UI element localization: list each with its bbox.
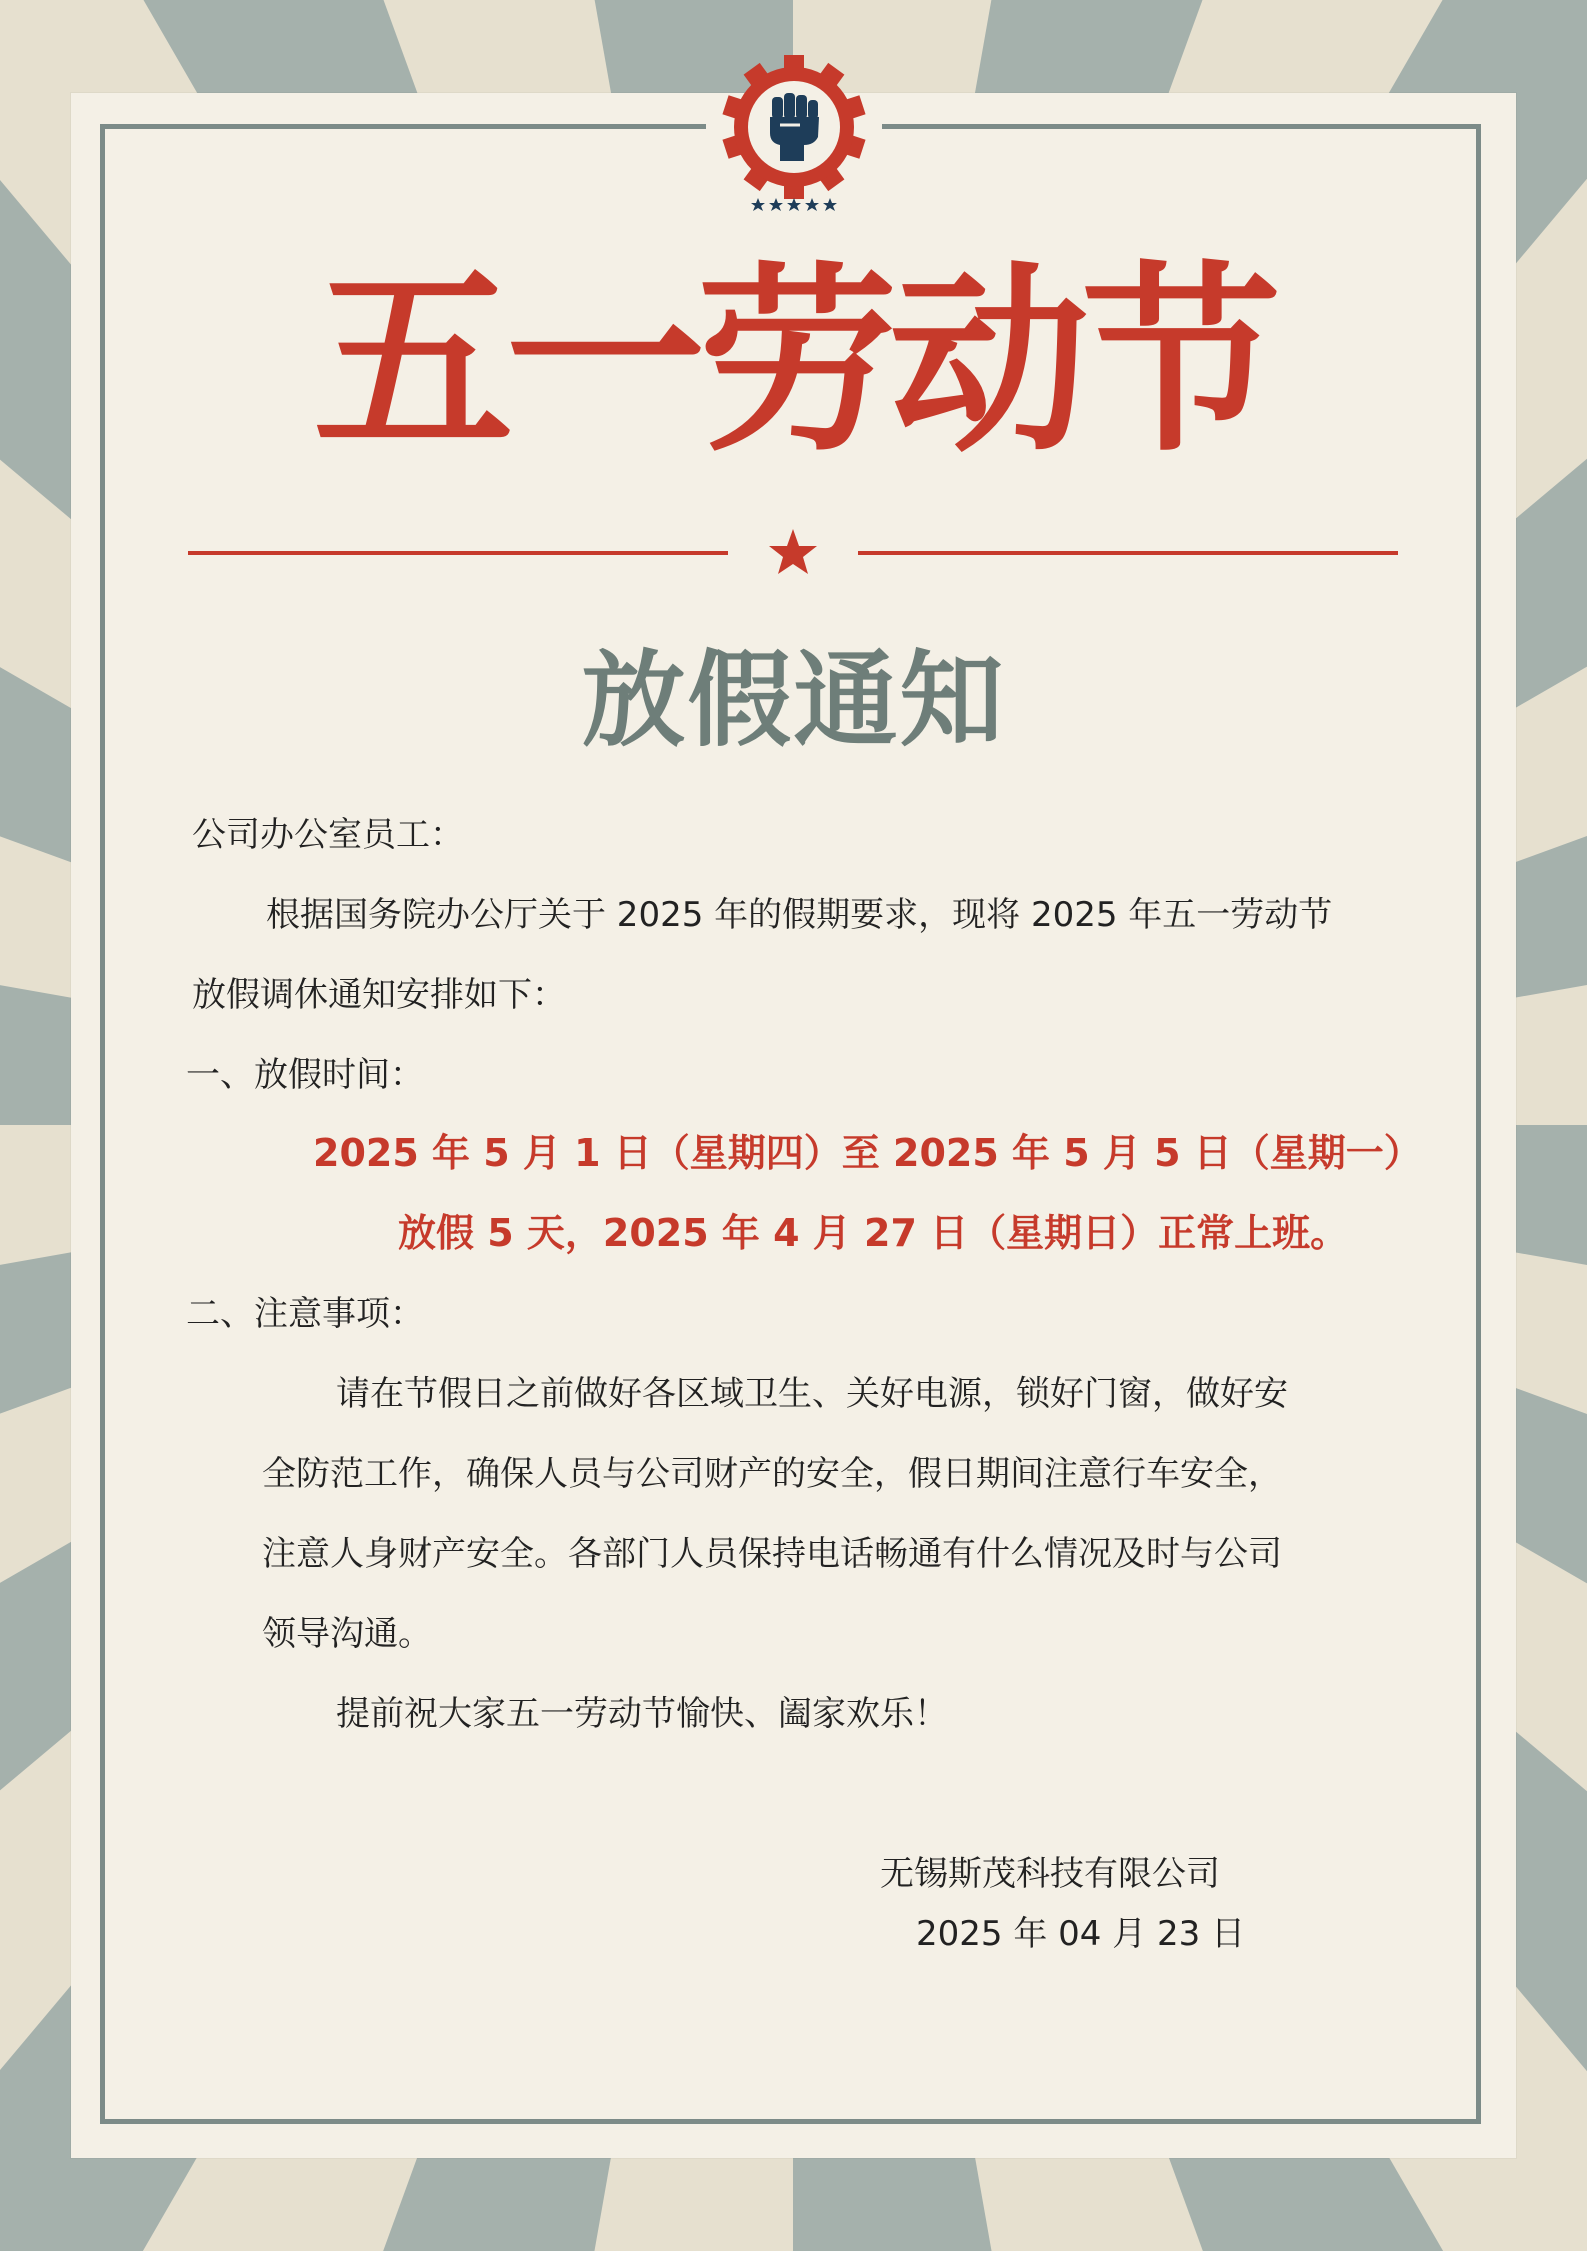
notes-line: 注意人身财产安全。各部门人员保持电话畅通有什么情况及时与公司 [262, 1534, 1282, 1574]
small-star-icon [769, 198, 783, 211]
notice-subtitle: 放假通知 [581, 638, 1006, 761]
small-star-icon [823, 198, 837, 211]
small-star-icon [805, 198, 819, 211]
notes-line: 请在节假日之前做好各区域卫生、关好电源，锁好门窗，做好安 [336, 1374, 1288, 1414]
holiday-dates: 2025 年 5 月 1 日（星期四）至 2025 年 5 月 5 日（星期一） [313, 1131, 1422, 1175]
title-divider [188, 527, 1398, 577]
intro-line-2: 放假调休通知安排如下： [192, 975, 566, 1015]
signature-company: 无锡斯茂科技有限公司 [880, 1854, 1220, 1894]
section-2-heading: 二、注意事项： [186, 1294, 424, 1334]
section-1-heading: 一、放假时间： [186, 1055, 424, 1095]
signature-date: 2025 年 04 月 23 日 [916, 1914, 1246, 1954]
star-icon [769, 529, 817, 574]
page-title: 五一劳动节 [313, 244, 1274, 479]
notes-line: 领导沟通。 [262, 1614, 432, 1654]
holiday-duration: 放假 5 天，2025 年 4 月 27 日（星期日）正常上班。 [398, 1211, 1349, 1255]
intro-line-1: 根据国务院办公厅关于 2025 年的假期要求，现将 2025 年五一劳动节 [266, 895, 1333, 935]
salutation: 公司办公室员工： [192, 815, 464, 855]
notes-line: 全防范工作，确保人员与公司财产的安全，假日期间注意行车安全， [262, 1454, 1282, 1494]
small-star-icon [751, 198, 765, 211]
closing-wishes: 提前祝大家五一劳动节愉快、阖家欢乐！ [336, 1694, 948, 1734]
small-star-icon [787, 198, 801, 211]
gear-fist-emblem-icon [714, 55, 874, 230]
